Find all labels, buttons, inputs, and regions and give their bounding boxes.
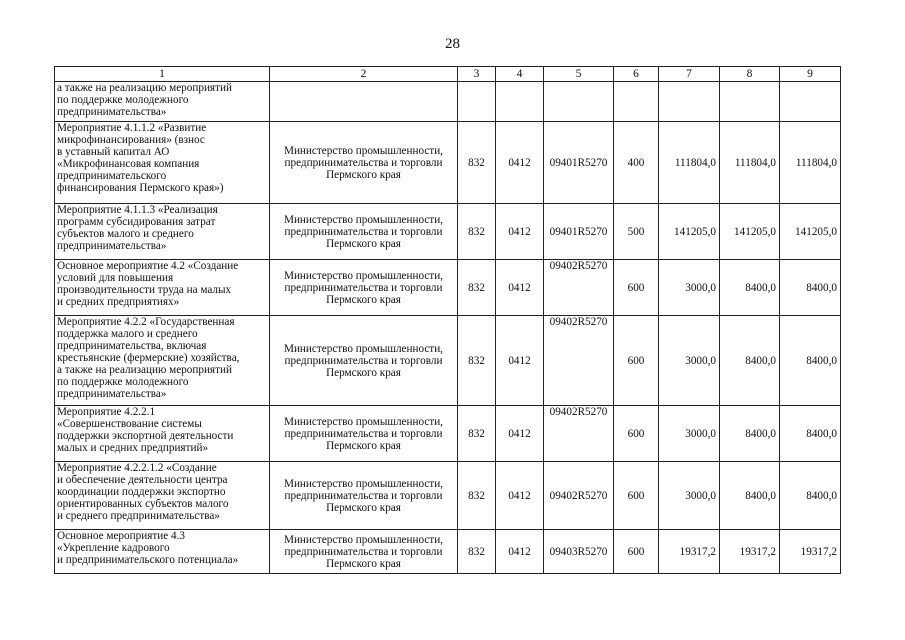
amount-col9-cell: 19317,2 — [780, 530, 841, 574]
col-header-7: 7 — [659, 67, 720, 82]
name-line: условий для повышения — [57, 272, 174, 284]
name-line: «Микрофинансовая компания — [57, 158, 200, 170]
section-cell: 0412 — [496, 462, 544, 530]
executor-line: предпринимательства и торговли — [284, 489, 443, 502]
target-article-cell: 09401R5270 — [544, 122, 614, 204]
name-line: крестьянские (фермерские) хозяйства, — [57, 352, 240, 364]
grbs-cell: 832 — [458, 406, 496, 462]
executor-cell — [270, 462, 458, 530]
executor-cell — [270, 122, 458, 204]
expense-type-cell: 600 — [614, 406, 659, 462]
section-cell — [496, 82, 544, 122]
name-line: Основное мероприятие 4.2 «Создание — [57, 260, 239, 272]
target-article-cell — [544, 82, 614, 122]
executor-line: предпринимательства и торговли — [284, 225, 443, 238]
name-line: предпринимательства» — [57, 388, 167, 400]
name-line: а также на реализацию мероприятий — [57, 364, 232, 376]
executor-line: Министерство промышленности, — [284, 213, 443, 226]
target-article-cell: 09401R5270 — [544, 204, 614, 260]
amount-col7-cell: 3000,0 — [659, 462, 720, 530]
executor-cell — [270, 316, 458, 406]
budget-table — [54, 66, 841, 574]
measure-name-cell — [55, 204, 270, 260]
executor-line: Пермского края — [326, 501, 401, 514]
executor-line: Пермского края — [326, 557, 401, 570]
executor-line: Пермского края — [326, 293, 401, 306]
name-line: а также на реализацию мероприятий — [57, 82, 232, 94]
amount-col7-cell: 3000,0 — [659, 406, 720, 462]
name-line: финансирования Пермского края») — [57, 182, 224, 194]
target-article-cell: 09403R5270 — [544, 530, 614, 574]
name-line: микрофинансирования» (взнос — [57, 134, 205, 146]
page-number: 28 — [445, 36, 460, 52]
amount-col9-cell: 8400,0 — [780, 260, 841, 316]
table-row — [55, 406, 841, 462]
executor-line: Министерство промышленности, — [284, 415, 443, 428]
executor-line: Пермского края — [326, 366, 401, 379]
expense-type-cell: 400 — [614, 122, 659, 204]
executor-line: предпринимательства и торговли — [284, 427, 443, 440]
name-line: и обеспечение деятельности центра — [57, 474, 228, 486]
grbs-cell: 832 — [458, 462, 496, 530]
measure-name-cell — [55, 316, 270, 406]
name-line: поддержка малого и среднего — [57, 328, 198, 340]
name-line: производительности труда на малых — [57, 284, 232, 296]
grbs-cell: 832 — [458, 122, 496, 204]
amount-col9-cell: 141205,0 — [780, 204, 841, 260]
amount-col9-cell: 8400,0 — [780, 316, 841, 406]
name-line: Мероприятие 4.1.1.3 «Реализация — [57, 204, 218, 216]
executor-line: Министерство промышленности, — [284, 144, 443, 157]
section-cell: 0412 — [496, 530, 544, 574]
amount-col7-cell: 3000,0 — [659, 316, 720, 406]
expense-type-cell: 600 — [614, 316, 659, 406]
name-line: Мероприятие 4.2.2.1 — [57, 406, 156, 418]
name-line: Мероприятие 4.2.2 «Государственная — [57, 316, 235, 328]
name-line: предпринимательства» — [57, 240, 167, 252]
name-line: в уставный капитал АО — [57, 146, 170, 158]
name-line: «Укрепление кадрового — [57, 542, 170, 554]
col-header-5: 5 — [544, 67, 614, 82]
section-cell: 0412 — [496, 406, 544, 462]
executor-line: Министерство промышленности, — [284, 477, 443, 490]
grbs-cell: 832 — [458, 316, 496, 406]
name-line: и предпринимательского потенциала» — [57, 554, 239, 566]
expense-type-cell: 500 — [614, 204, 659, 260]
section-cell: 0412 — [496, 260, 544, 316]
name-line: поддержки экспортной деятельности — [57, 430, 234, 442]
expense-type-cell — [614, 82, 659, 122]
table-row — [55, 122, 841, 204]
col-header-9: 9 — [780, 67, 841, 82]
name-line: малых и средних предприятий» — [57, 442, 209, 454]
col-header-3: 3 — [458, 67, 496, 82]
amount-col8-cell: 8400,0 — [720, 316, 780, 406]
col-header-1: 1 — [55, 67, 270, 82]
amount-col9-cell: 8400,0 — [780, 462, 841, 530]
executor-line: Министерство промышленности, — [284, 269, 443, 282]
name-line: субъектов малого и среднего — [57, 228, 194, 240]
executor-cell — [270, 530, 458, 574]
amount-col7-cell: 111804,0 — [659, 122, 720, 204]
grbs-cell: 832 — [458, 204, 496, 260]
amount-col8-cell: 8400,0 — [720, 462, 780, 530]
amount-col9-cell: 111804,0 — [780, 122, 841, 204]
executor-cell — [270, 406, 458, 462]
table-row — [55, 530, 841, 574]
amount-col7-cell: 141205,0 — [659, 204, 720, 260]
table-row — [55, 204, 841, 260]
col-header-4: 4 — [496, 67, 544, 82]
measure-name-cell — [55, 530, 270, 574]
executor-line: Министерство промышленности, — [284, 533, 443, 546]
amount-col9-cell: 8400,0 — [780, 406, 841, 462]
name-line: по поддержке молодежного — [57, 376, 189, 388]
name-line: по поддержке молодежного — [57, 94, 189, 106]
executor-cell — [270, 82, 458, 122]
section-cell: 0412 — [496, 204, 544, 260]
target-article-cell: 09402R5270 — [544, 316, 614, 406]
col-header-2: 2 — [270, 67, 458, 82]
header-row — [55, 67, 841, 82]
amount-col8-cell: 111804,0 — [720, 122, 780, 204]
executor-line: предпринимательства и торговли — [284, 156, 443, 169]
grbs-cell — [458, 82, 496, 122]
amount-col8-cell: 19317,2 — [720, 530, 780, 574]
executor-line: предпринимательства и торговли — [284, 281, 443, 294]
name-line: предпринимательства, включая — [57, 340, 207, 352]
section-cell: 0412 — [496, 122, 544, 204]
grbs-cell: 832 — [458, 260, 496, 316]
executor-line: предпринимательства и торговли — [284, 545, 443, 558]
executor-line: Пермского края — [326, 439, 401, 452]
target-article-cell: 09402R5270 — [544, 462, 614, 530]
table-row — [55, 462, 841, 530]
name-line: координации поддержки экспортно — [57, 486, 226, 498]
name-line: Основное мероприятие 4.3 — [57, 530, 185, 542]
measure-name-cell — [55, 122, 270, 204]
amount-col8-cell — [720, 82, 780, 122]
col-header-6: 6 — [614, 67, 659, 82]
amount-col7-cell: 19317,2 — [659, 530, 720, 574]
expense-type-cell: 600 — [614, 260, 659, 316]
section-cell: 0412 — [496, 316, 544, 406]
measure-name-cell — [55, 82, 270, 122]
executor-cell — [270, 204, 458, 260]
table-row — [55, 82, 841, 122]
table-row — [55, 260, 841, 316]
measure-name-cell — [55, 462, 270, 530]
name-line: «Совершенствование системы — [57, 418, 202, 430]
name-line: Мероприятие 4.1.1.2 «Развитие — [57, 122, 207, 134]
name-line: и средних предприятиях» — [57, 296, 180, 308]
amount-col7-cell: 3000,0 — [659, 260, 720, 316]
executor-cell — [270, 260, 458, 316]
expense-type-cell: 600 — [614, 530, 659, 574]
name-line: Мероприятие 4.2.2.1.2 «Создание — [57, 462, 217, 474]
executor-line: предпринимательства и торговли — [284, 354, 443, 367]
target-article-cell: 09402R5270 — [544, 406, 614, 462]
name-line: предпринимательского — [57, 170, 167, 182]
name-line: предпринимательства» — [57, 106, 167, 118]
amount-col7-cell — [659, 82, 720, 122]
expense-type-cell: 600 — [614, 462, 659, 530]
measure-name-cell — [55, 260, 270, 316]
amount-col8-cell: 8400,0 — [720, 406, 780, 462]
executor-line: Пермского края — [326, 168, 401, 181]
amount-col9-cell — [780, 82, 841, 122]
name-line: ориентированных субъектов малого — [57, 498, 229, 510]
amount-col8-cell: 8400,0 — [720, 260, 780, 316]
amount-col8-cell: 141205,0 — [720, 204, 780, 260]
table-row — [55, 316, 841, 406]
measure-name-cell — [55, 406, 270, 462]
name-line: и среднего предпринимательства» — [57, 510, 220, 522]
executor-line: Пермского края — [326, 237, 401, 250]
grbs-cell: 832 — [458, 530, 496, 574]
target-article-cell: 09402R5270 — [544, 260, 614, 316]
name-line: программ субсидирования затрат — [57, 216, 216, 228]
executor-line: Министерство промышленности, — [284, 342, 443, 355]
col-header-8: 8 — [720, 67, 780, 82]
